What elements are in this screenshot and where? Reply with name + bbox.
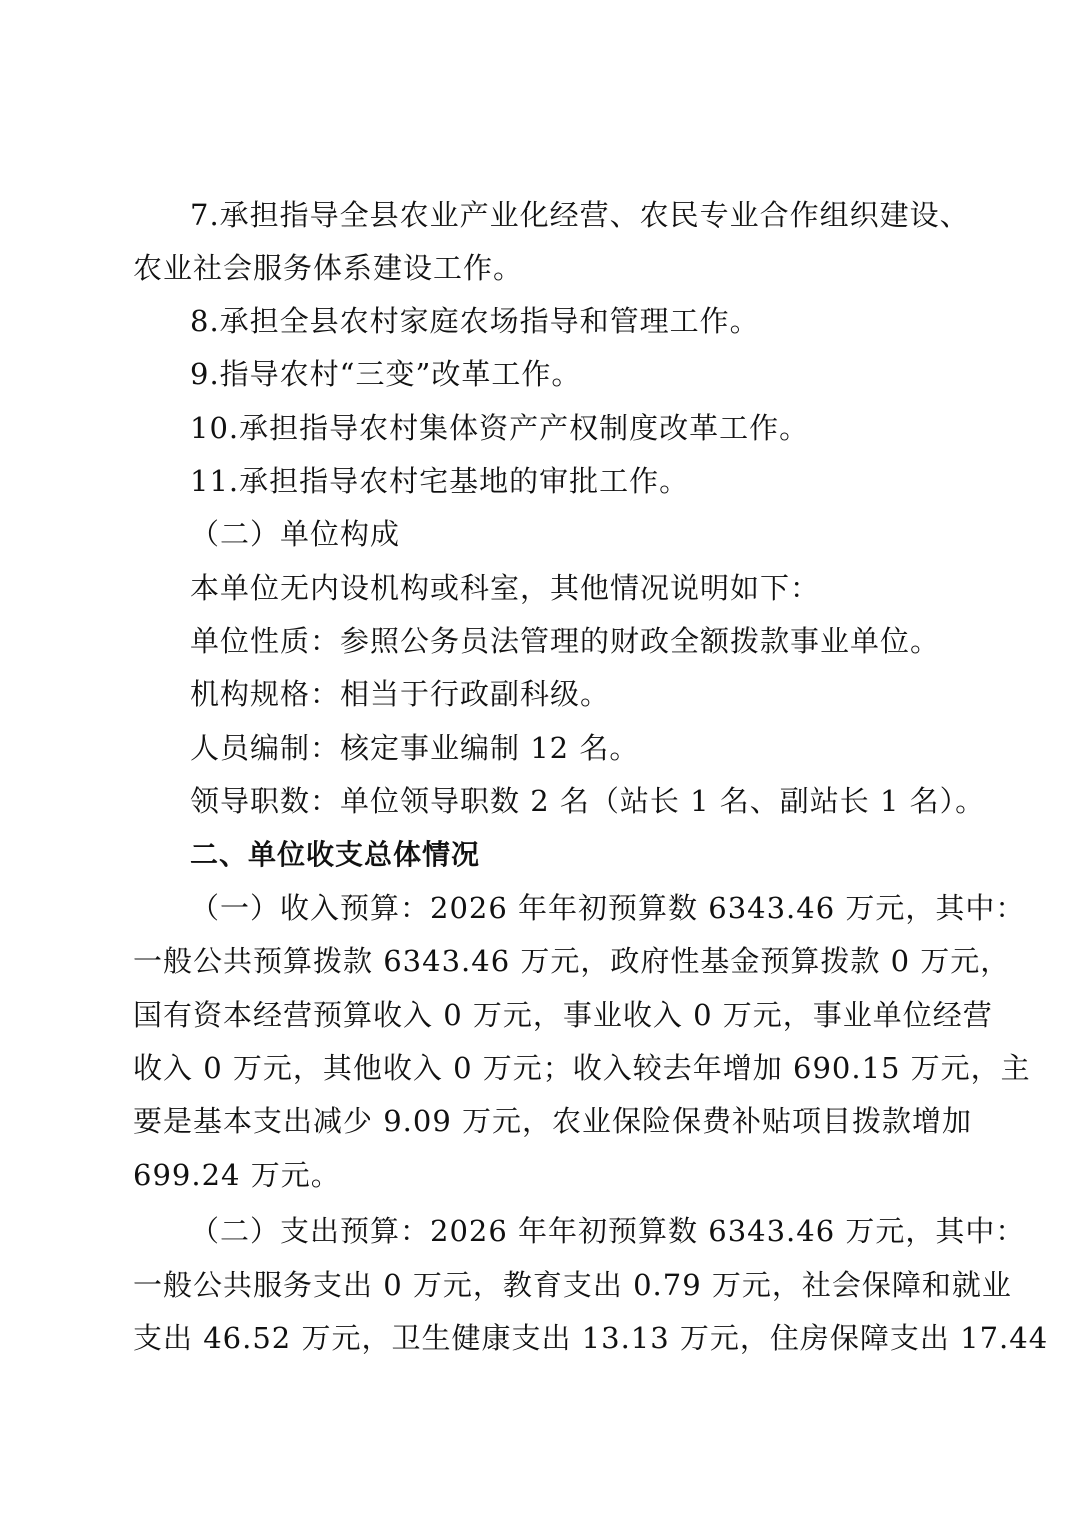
paragraph-leadership: 领导职数：单位领导职数 2 名（站长 1 名、副站长 1 名）。 xyxy=(190,784,986,818)
paragraph-expenditure-line-2: 一般公共服务支出 0 万元，教育支出 0.79 万元，社会保障和就业 xyxy=(133,1268,1012,1302)
paragraph-expenditure-line-1: （二）支出预算：2026 年年初预算数 6343.46 万元，其中： xyxy=(190,1214,1026,1248)
paragraph-income-line-4: 收入 0 万元，其他收入 0 万元；收入较去年增加 690.15 万元，主 xyxy=(133,1051,1031,1085)
paragraph-item-7-line-1: 7.承担指导全县农业产业化经营、农民专业合作组织建设、 xyxy=(190,198,970,232)
paragraph-staffing: 人员编制：核定事业编制 12 名。 xyxy=(190,731,640,765)
paragraph-item-8: 8.承担全县农村家庭农场指导和管理工作。 xyxy=(190,304,760,338)
paragraph-income-line-1: （一）收入预算：2026 年年初预算数 6343.46 万元，其中： xyxy=(190,891,1026,925)
subheading-unit-composition: （二）单位构成 xyxy=(190,517,401,551)
paragraph-income-line-6: 699.24 万元。 xyxy=(133,1158,341,1192)
paragraph-income-line-3: 国有资本经营预算收入 0 万元，事业收入 0 万元，事业单位经营 xyxy=(133,998,993,1032)
paragraph-income-line-5: 要是基本支出减少 9.09 万元，农业保险保费补贴项目拨款增加 xyxy=(133,1104,973,1138)
paragraph-expenditure-line-3: 支出 46.52 万元，卫生健康支出 13.13 万元，住房保障支出 17.44 xyxy=(133,1321,1049,1355)
paragraph-internal-structure: 本单位无内设机构或科室，其他情况说明如下： xyxy=(190,571,821,605)
paragraph-item-11: 11.承担指导农村宅基地的审批工作。 xyxy=(190,464,690,498)
section-heading-budget-overview: 二、单位收支总体情况 xyxy=(190,838,481,871)
paragraph-item-9: 9.指导农村“三变”改革工作。 xyxy=(190,357,582,391)
paragraph-item-7-line-2: 农业社会服务体系建设工作。 xyxy=(133,251,524,285)
paragraph-org-level: 机构规格：相当于行政副科级。 xyxy=(190,677,611,711)
paragraph-income-line-2: 一般公共预算拨款 6343.46 万元，政府性基金预算拨款 0 万元， xyxy=(133,944,1011,978)
paragraph-item-10: 10.承担指导农村集体资产产权制度改革工作。 xyxy=(190,411,810,445)
paragraph-unit-nature: 单位性质：参照公务员法管理的财政全额拨款事业单位。 xyxy=(190,624,941,658)
